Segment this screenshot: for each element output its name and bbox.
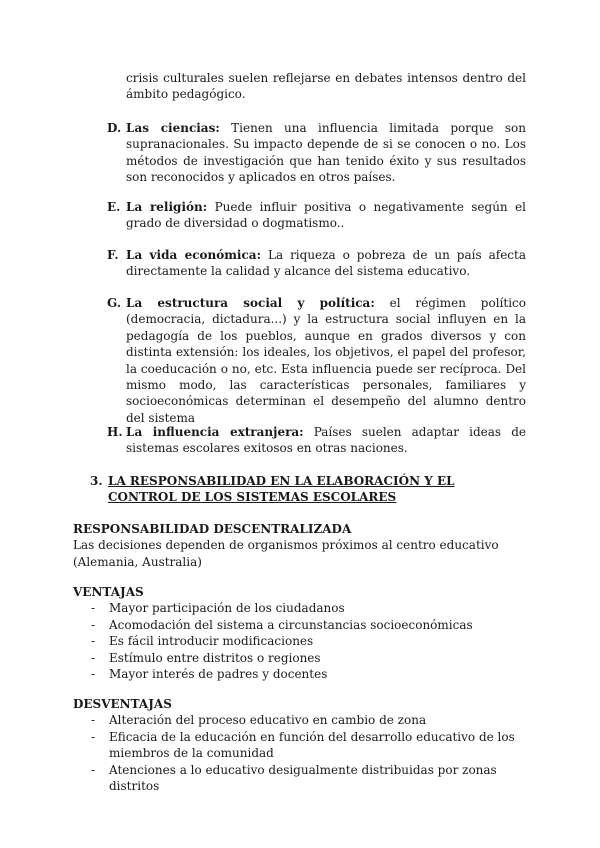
factor-item-h xyxy=(107,424,526,457)
factor-item-d xyxy=(107,120,527,186)
decentralized-block xyxy=(73,521,533,570)
factor-title: La estructura social y política: xyxy=(126,296,375,310)
list-item: - Mayor participación de los ciudadanos xyxy=(73,600,533,616)
factor-title: La religión: xyxy=(126,200,208,214)
factor-text: La riqueza o pobreza de un país afecta directamente la calidad y alcance del sistema educativo. xyxy=(126,248,526,279)
factor-letter: H. xyxy=(107,425,123,439)
list-item: - Alteración del proceso educativo en cambio de zona xyxy=(73,712,533,728)
factor-title: La influencia extranjera: xyxy=(126,425,304,439)
factor-letter: D. xyxy=(107,121,122,135)
factor-letter: F. xyxy=(107,248,119,262)
list-item: - Mayor interés de padres y docentes xyxy=(73,666,533,682)
continuation-paragraph xyxy=(126,70,526,103)
factor-text: Países suelen adaptar ideas de sistemas escolares exitosos en otras naciones. xyxy=(126,425,526,456)
decentralized-description: Las decisiones dependen de organismos próximos al centro educativo (Alemania, Australia) xyxy=(73,538,499,569)
factor-text: Tienen una influencia limitada porque son supranacionales. Su impacto depende de si se conocen o no. Los métodos de investigación que han tenido éxito y sus resultados son reconocidos y aplicados en otros países. xyxy=(126,121,527,185)
factor-item-f xyxy=(107,247,526,280)
factor-letter: E. xyxy=(107,200,121,214)
list-item: - Acomodación del sistema a circunstancias socioeconómicas xyxy=(73,617,533,633)
section-heading xyxy=(90,473,526,506)
section-number: 3. xyxy=(90,474,103,488)
list-item: - Atenciones a lo educativo desigualmente distribuidas por zonas distritos xyxy=(73,762,533,795)
factor-title: La vida económica: xyxy=(126,248,262,262)
advantages-block xyxy=(73,584,533,682)
disadvantages-title: DESVENTAJAS xyxy=(73,697,172,711)
factor-text: el régimen político (democracia, dictadura...) y la estructura social influyen en la pedagogía de los pueblos, aunque en grados diversos y con distinta extensión: los ideales, los objetivos, el papel del profesor, la coeducación o no, etc. Esta influencia puede ser recíproca. Del mismo modo, las características personales, familiares y socioeconómicas determinan el desempeño del alumno dentro del sistema xyxy=(126,296,526,425)
list-item: - Eficacia de la educación en función del desarrollo educativo de los miembros de la comunidad xyxy=(73,729,533,762)
factor-letter: G. xyxy=(107,296,121,310)
factor-item-e xyxy=(107,199,526,232)
advantages-title: VENTAJAS xyxy=(73,585,144,599)
list-item: - Estímulo entre distritos o regiones xyxy=(73,650,533,666)
decentralized-title: RESPONSABILIDAD DESCENTRALIZADA xyxy=(73,522,352,536)
section-title: LA RESPONSABILIDAD EN LA ELABORACIÓN Y EL CONTROL DE LOS SISTEMAS ESCOLARES xyxy=(108,474,455,505)
disadvantages-block xyxy=(73,696,533,794)
factor-item-g xyxy=(107,295,526,426)
factor-title: Las ciencias: xyxy=(126,121,220,135)
advantages-list xyxy=(73,600,533,682)
continuation-text: crisis culturales suelen reflejarse en debates intensos dentro del ámbito pedagógico. xyxy=(126,71,526,102)
list-item: - Es fácil introducir modificaciones xyxy=(73,633,533,649)
factor-text: Puede influir positiva o negativamente según el grado de diversidad o dogmatismo.. xyxy=(126,200,526,231)
disadvantages-list xyxy=(73,712,533,794)
